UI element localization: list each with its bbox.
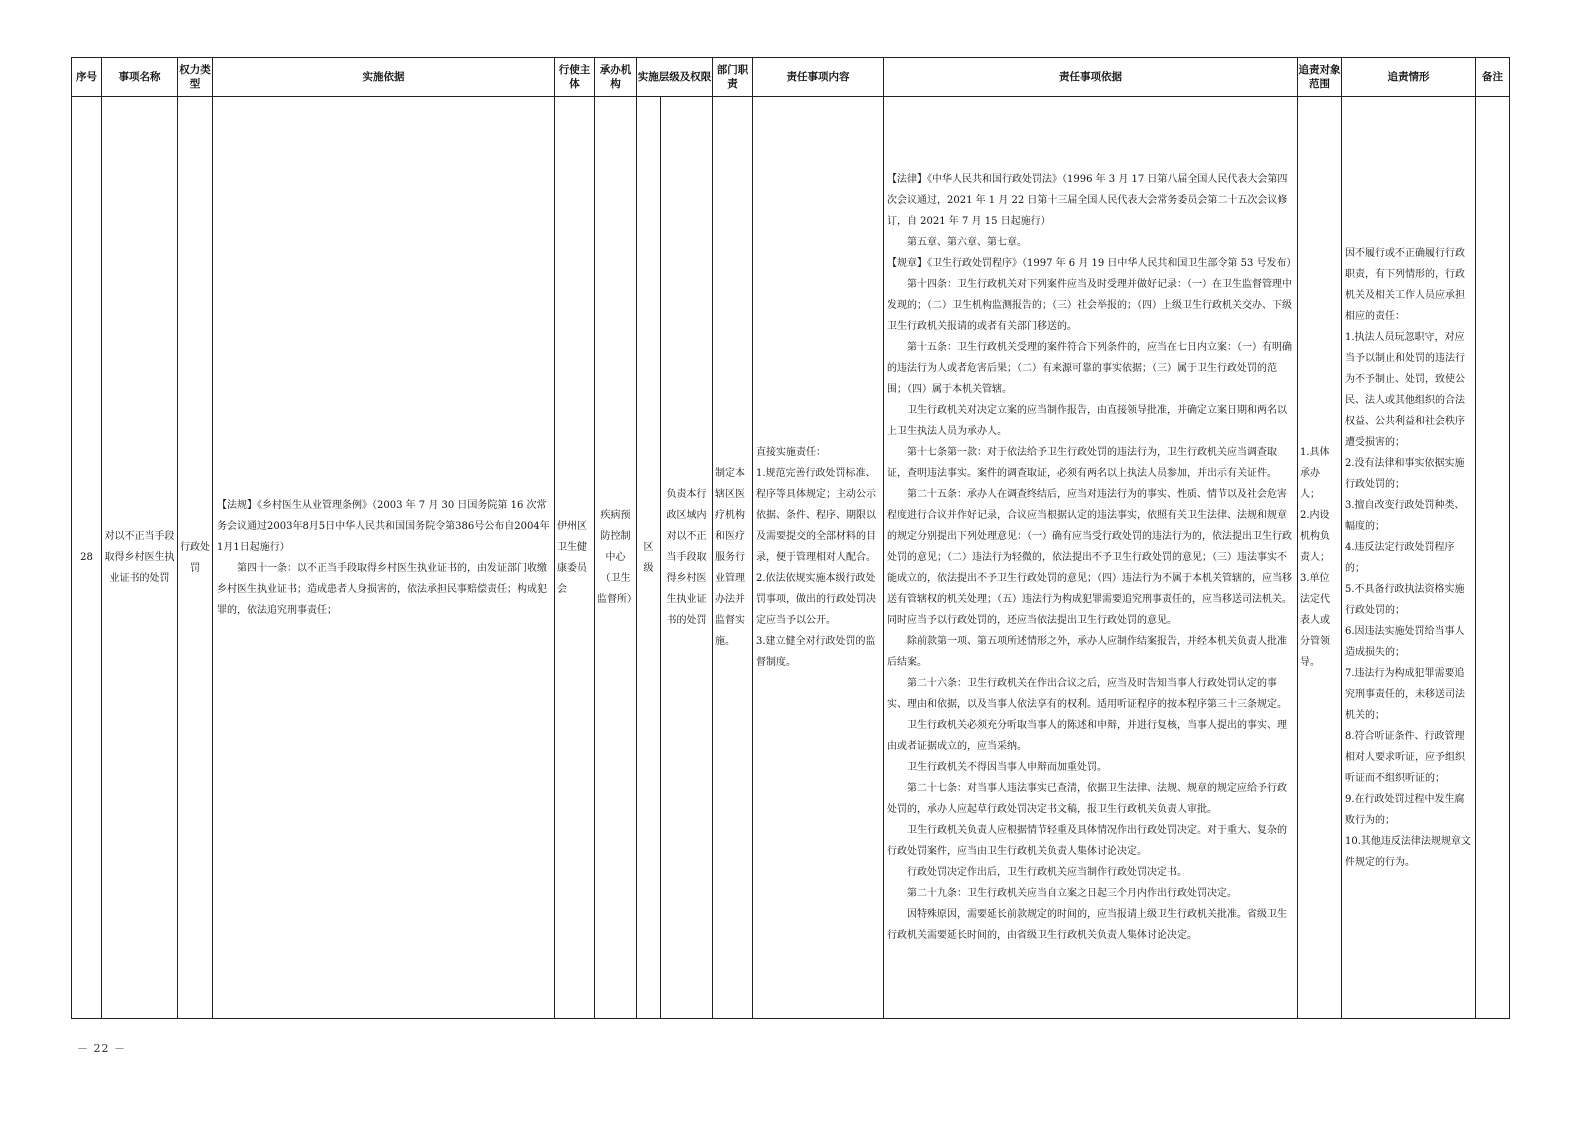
content-cell: [753, 97, 884, 1019]
resp-basis-paragraph: 卫生行政机关必须充分听取当事人的陈述和申辩，并进行复核，当事人提出的事实、理由或者证据成立的，应当采纳。: [887, 720, 1287, 752]
situation-line: 7.违法行为构成犯罪需要追究刑事责任的，未移送司法机关的；: [1345, 667, 1465, 721]
situation-line: 因不履行或不正确履行行政职责，有下列情形的，行政机关及相关工作人员应承担相应的责任：: [1345, 247, 1465, 322]
resp-basis-paragraph: 第五章、第六章、第七章。: [907, 237, 1027, 248]
level-cell: 区级: [637, 97, 661, 1019]
dept-duty-cell: 制定本辖区医疗机构和医疗服务行业管理办法并监督实施。: [713, 97, 753, 1019]
header-power-type: 权力类型: [178, 58, 213, 97]
basis-paragraph: 【法规】《乡村医生从业管理条例》（2003 年 7 月 30 日国务院第 16 次常务会议通过2003年8月5日中华人民共和国国务院令第386号公布自2004年1月1日起施行）: [217, 499, 550, 553]
content-line: 3.建立健全对行政处罚的监督制度。: [756, 636, 876, 668]
scope-cell: [1298, 97, 1342, 1019]
scope-line: 2.内设机构负责人；: [1300, 510, 1330, 563]
resp-basis-paragraph: 第二十六条：卫生行政机关在作出合议之后，应当及时告知当事人行政处罚认定的事实、理由和依据，以及当事人依法享有的权利。适用听证程序的按本程序第三十三条规定。: [887, 678, 1287, 710]
resp-basis-paragraph: 第二十七条：对当事人违法事实已查清，依据卫生法律、法规、规章的规定应给予行政处罚的，承办人应起草行政处罚决定书文稿，报卫生行政机关负责人审批。: [887, 783, 1287, 815]
resp-basis-paragraph: 卫生行政机关负责人应根据情节轻重及具体情况作出行政处罚决定。对于重大、复杂的行政处罚案件，应当由卫生行政机关负责人集体讨论决定。: [887, 825, 1287, 857]
header-row: [72, 58, 1510, 97]
situation-line: 2.没有法律和事实依据实施行政处罚的；: [1345, 457, 1465, 490]
page-number: － 22 －: [77, 1042, 126, 1055]
content-line: 1.规范完善行政处罚标准、程序等具体规定；主动公示依据、条件、程序、期限以及需要提交的全部材料的目录，便于管理相对人配合。: [756, 468, 876, 563]
situation-line: 10.其他违反法律法规规章文件规定的行为。: [1345, 835, 1471, 868]
resp-basis-cell: [884, 97, 1298, 1019]
seq-cell: 28: [72, 97, 102, 1019]
authority-cell: 负责本行政区域内对以不正当手段取得乡村医生执业证书的处罚: [661, 97, 713, 1019]
basis-cell: [213, 97, 555, 1019]
header-situation: 追责情形: [1342, 58, 1476, 97]
situation-line: 6.因违法实施处罚给当事人造成损失的；: [1345, 625, 1465, 658]
item-name-cell: 对以不正当手段取得乡村医生执业证书的处罚: [102, 97, 178, 1019]
situation-line: 9.在行政处罚过程中发生腐败行为的；: [1345, 793, 1465, 826]
scope-line: 1.具体承办人；: [1300, 447, 1330, 500]
resp-basis-paragraph: 【法律】《中华人民共和国行政处罚法》（1996 年 3 月 17 日第八届全国人民代表大会第四次会议通过，2021 年 1 月 22 日第十三届全国人民代表大会常务委员会第二十五次会议修订，自 2021 年 7 月 15 日起施行）: [887, 174, 1288, 227]
situation-cell: [1342, 97, 1476, 1019]
header-scope: 追责对象范围: [1298, 58, 1342, 97]
situation-line: 5.不具备行政执法资格实施行政处罚的；: [1345, 583, 1465, 616]
resp-basis-paragraph: 因特殊原因，需要延长前款规定的时间的，应当报请上级卫生行政机关批准。省级卫生行政机关需要延长时间的，由省级卫生行政机关负责人集体讨论决定。: [887, 909, 1287, 941]
table-row: [72, 97, 1510, 1019]
content-line: 2.依法依规实施本级行政处罚事项，做出的行政处罚决定应当予以公开。: [756, 573, 876, 626]
scope-line: 3.单位法定代表人或分管领导。: [1300, 573, 1330, 668]
basis-paragraph: 第四十一条：以不正当手段取得乡村医生执业证书的，由发证部门收缴乡村医生执业证书；造成患者人身损害的，依法承担民事赔偿责任；构成犯罪的，依法追究刑事责任；: [217, 562, 547, 616]
resp-basis-paragraph: 【规章】《卫生行政处罚程序》（1997 年 6 月 19 日中华人民共和国卫生部令第 53 号发布）: [887, 258, 1297, 269]
header-remark: 备注: [1476, 58, 1510, 97]
situation-line: 4.违反法定行政处罚程序的；: [1345, 541, 1455, 574]
header-agency: 承办机构: [595, 58, 637, 97]
resp-basis-paragraph: 第十七条第一款：对于依法给予卫生行政处罚的违法行为，卫生行政机关应当调查取证，查明违法事实。案件的调查取证，必须有两名以上执法人员参加，并出示有关证件。: [887, 447, 1277, 479]
situation-line: 1.执法人员玩忽职守，对应当予以制止和处罚的违法行为不予制止、处罚，致使公民、法人或其他组织的合法权益、公共利益和社会秩序遭受损害的；: [1345, 331, 1465, 448]
header-basis: 实施依据: [213, 58, 555, 97]
content-line: 直接实施责任：: [756, 447, 826, 458]
resp-basis-paragraph: 卫生行政机关不得因当事人申辩而加重处罚。: [907, 762, 1107, 773]
agency-cell: 疾病预防控制中心（卫生监督所）: [595, 97, 637, 1019]
resp-basis-paragraph: 卫生行政机关对决定立案的应当制作报告，由直接领导批准，并确定立案日期和两名以上卫生执法人员为承办人。: [887, 405, 1287, 437]
resp-basis-paragraph: 第二十九条：卫生行政机关应当自立案之日起三个月内作出行政处罚决定。: [907, 888, 1237, 899]
header-subject: 行使主体: [555, 58, 595, 97]
liability-table: [71, 57, 1510, 1019]
resp-basis-paragraph: 第十四条：卫生行政机关对下列案件应当及时受理并做好记录：（一）在卫生监督管理中发现的；（二）卫生机构监测报告的；（三）社会举报的；（四）上级卫生行政机关交办、下级卫生行政机关报请的或者有关部门移送的。: [887, 279, 1292, 332]
situation-line: 3.擅自改变行政处罚种类、幅度的；: [1345, 499, 1465, 532]
remark-cell: [1476, 97, 1510, 1019]
header-level: 实施层级及权限: [637, 58, 713, 97]
power-type-cell: 行政处罚: [178, 97, 213, 1019]
header-seq: 序号: [72, 58, 102, 97]
situation-line: 8.符合听证条件、行政管理相对人要求听证，应予组织听证而不组织听证的；: [1345, 730, 1465, 784]
header-dept-duty: 部门职责: [713, 58, 753, 97]
header-resp-basis: 责任事项依据: [884, 58, 1298, 97]
resp-basis-list: [887, 169, 1297, 946]
header-item-name: 事项名称: [102, 58, 178, 97]
resp-basis-paragraph: 第二十五条：承办人在调查终结后，应当对违法行为的事实、性质、情节以及社会危害程度进行合议并作好记录，合议应当根据认定的违法事实，依照有关卫生法律、法规和规章的规定分别提出下列处理意见：（一）确有应当受行政处罚的违法行为的，依法提出卫生行政处罚的意见；（二）违法行为轻微的，依法提出不予卫生行政处罚的意见；（三）违法事实不能成立的，依法提出不予卫生行政处罚的意见；（四）违法行为不属于本机关管辖的，应当移送有管辖权的机关处理；（五）违法行为构成犯罪需要追究刑事责任的，应当移送司法机关。同时应当予以行政处罚的，还应当依法提出卫生行政处罚的意见。: [887, 489, 1292, 626]
subject-cell: 伊州区卫生健康委员会: [555, 97, 595, 1019]
resp-basis-paragraph: 第十五条：卫生行政机关受理的案件符合下列条件的，应当在七日内立案：（一）有明确的违法行为人或者危害后果；（二）有来源可靠的事实依据；（三）属于卫生行政处罚的范围；（四）属于本机关管辖。: [887, 342, 1292, 395]
header-content: 责任事项内容: [753, 58, 884, 97]
resp-basis-paragraph: 行政处罚决定作出后，卫生行政机关应当制作行政处罚决定书。: [907, 867, 1187, 878]
resp-basis-paragraph: 除前款第一项、第五项所述情形之外，承办人应制作结案报告，并经本机关负责人批准后结案。: [887, 636, 1287, 668]
